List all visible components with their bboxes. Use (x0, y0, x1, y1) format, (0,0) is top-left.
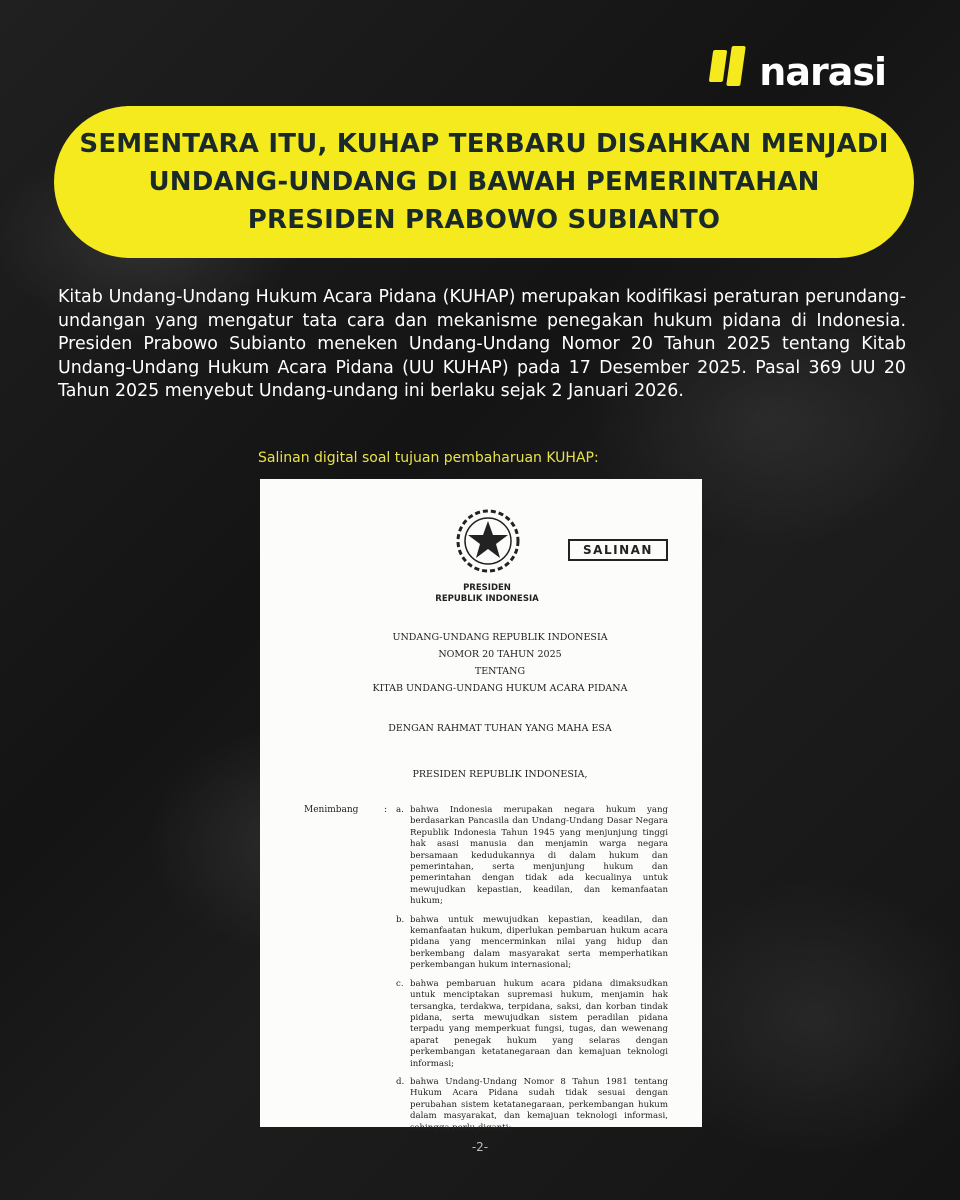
law-title-line-4: KITAB UNDANG-UNDANG HUKUM ACARA PIDANA (372, 683, 628, 694)
narasi-logo (709, 42, 886, 94)
law-title-line-2: NOMOR 20 TAHUN 2025 (438, 649, 562, 660)
consideration-item (396, 915, 668, 972)
law-title-line-3: TENTANG (474, 666, 526, 677)
brand-name: narasi (759, 50, 886, 94)
consideration-item (396, 979, 668, 1070)
narasi-logo-mark-icon (709, 44, 753, 92)
document-scan (260, 479, 702, 1133)
menimbang-colon: : (384, 805, 388, 815)
menimbang-label: Menimbang (304, 805, 359, 815)
consideration-marker: d. (396, 1076, 405, 1087)
president-header-line-2: REPUBLIK INDONESIA (435, 594, 539, 604)
president-header (432, 583, 542, 605)
headline-line-2: UNDANG-UNDANG DI BAWAH PEMERINTAHAN (148, 167, 820, 197)
consideration-marker: c. (396, 978, 404, 989)
headline-banner (54, 106, 914, 258)
consideration-text: bahwa Undang-Undang Nomor 8 Tahun 1981 tentang Hukum Acara Pidana sudah tidak sesuai dengan perubahan sistem ketatanegaraan, perkembangan hukum dalam masyarakat, dan kemajuan teknologi informasi, sehingga perlu diganti; (410, 1076, 668, 1133)
page-number: -2- (471, 1140, 489, 1154)
consideration-text: bahwa Indonesia merupakan negara hukum yang berdasarkan Pancasila dan Undang-Undang Dasar Negara Republik Indonesia Tahun 1945 yang menjunjung tinggi hak asasi manusia dan menjamin warga negara bersamaan kedudukannya di dalam hukum dan pemerintahan, serta menjunjung hukum dan pemerintahan dengan tidak ada kecualinya untuk mewujudkan kepastian, keadilan, dan kemanfaatan hukum; (410, 805, 668, 907)
law-title-line-1: UNDANG-UNDANG REPUBLIK INDONESIA (392, 632, 608, 643)
garuda-star-emblem-icon (454, 507, 522, 575)
consideration-item (396, 1077, 668, 1134)
consideration-item (396, 805, 668, 908)
intro-paragraph: Kitab Undang-Undang Hukum Acara Pidana (KUHAP) merupakan kodifikasi peraturan perundang-undangan yang mengatur tata cara dan mekanisme penegakan hukum pidana di Indonesia. Presiden Prabowo Subianto meneken Undang-Undang Nomor 20 Tahun 2025 tentang Kitab Undang-Undang Hukum Acara Pidana (UU KUHAP) pada 17 Desember 2025. Pasal 369 UU 20 Tahun 2025 menyebut Undang-undang ini berlaku sejak 2 Januari 2026. (58, 287, 906, 401)
headline-line-3: PRESIDEN PRABOWO SUBIANTO (247, 205, 721, 235)
rahmat-line: DENGAN RAHMAT TUHAN YANG MAHA ESA (388, 723, 612, 734)
salinan-stamp: SALINAN (568, 539, 668, 561)
consideration-marker: a. (396, 805, 404, 815)
president-line: PRESIDEN REPUBLIK INDONESIA, (412, 769, 588, 780)
consideration-marker: b. (396, 914, 405, 925)
consideration-text: bahwa pembaruan hukum acara pidana dimaksudkan untuk menciptakan supremasi hukum, menjamin hak tersangka, terdakwa, terpidana, saksi, dan korban tindak pidana, serta mewujudkan sistem peradilan pidana terpadu yang memperkuat fungsi, tugas, dan wewenang aparat penegak hukum yang selaras dengan perkembangan ketatanegaraan dan kemajuan teknologi informasi; (410, 978, 668, 1069)
consideration-text: bahwa untuk mewujudkan kepastian, keadilan, dan kemanfaatan hukum, diperlukan pembaruan hukum acara pidana yang mencerminkan nilai yang hidup dan berkembang dalam masyarakat serta memperhatikan perkembangan hukum internasional; (410, 914, 668, 971)
document-caption: Salinan digital soal tujuan pembaharuan KUHAP: (258, 450, 599, 466)
president-header-line-1: PRESIDEN (463, 583, 511, 593)
considerations-list (396, 805, 668, 1141)
law-title (300, 629, 700, 697)
headline-line-1: SEMENTARA ITU, KUHAP TERBARU DISAHKAN MENJADI (79, 129, 889, 159)
